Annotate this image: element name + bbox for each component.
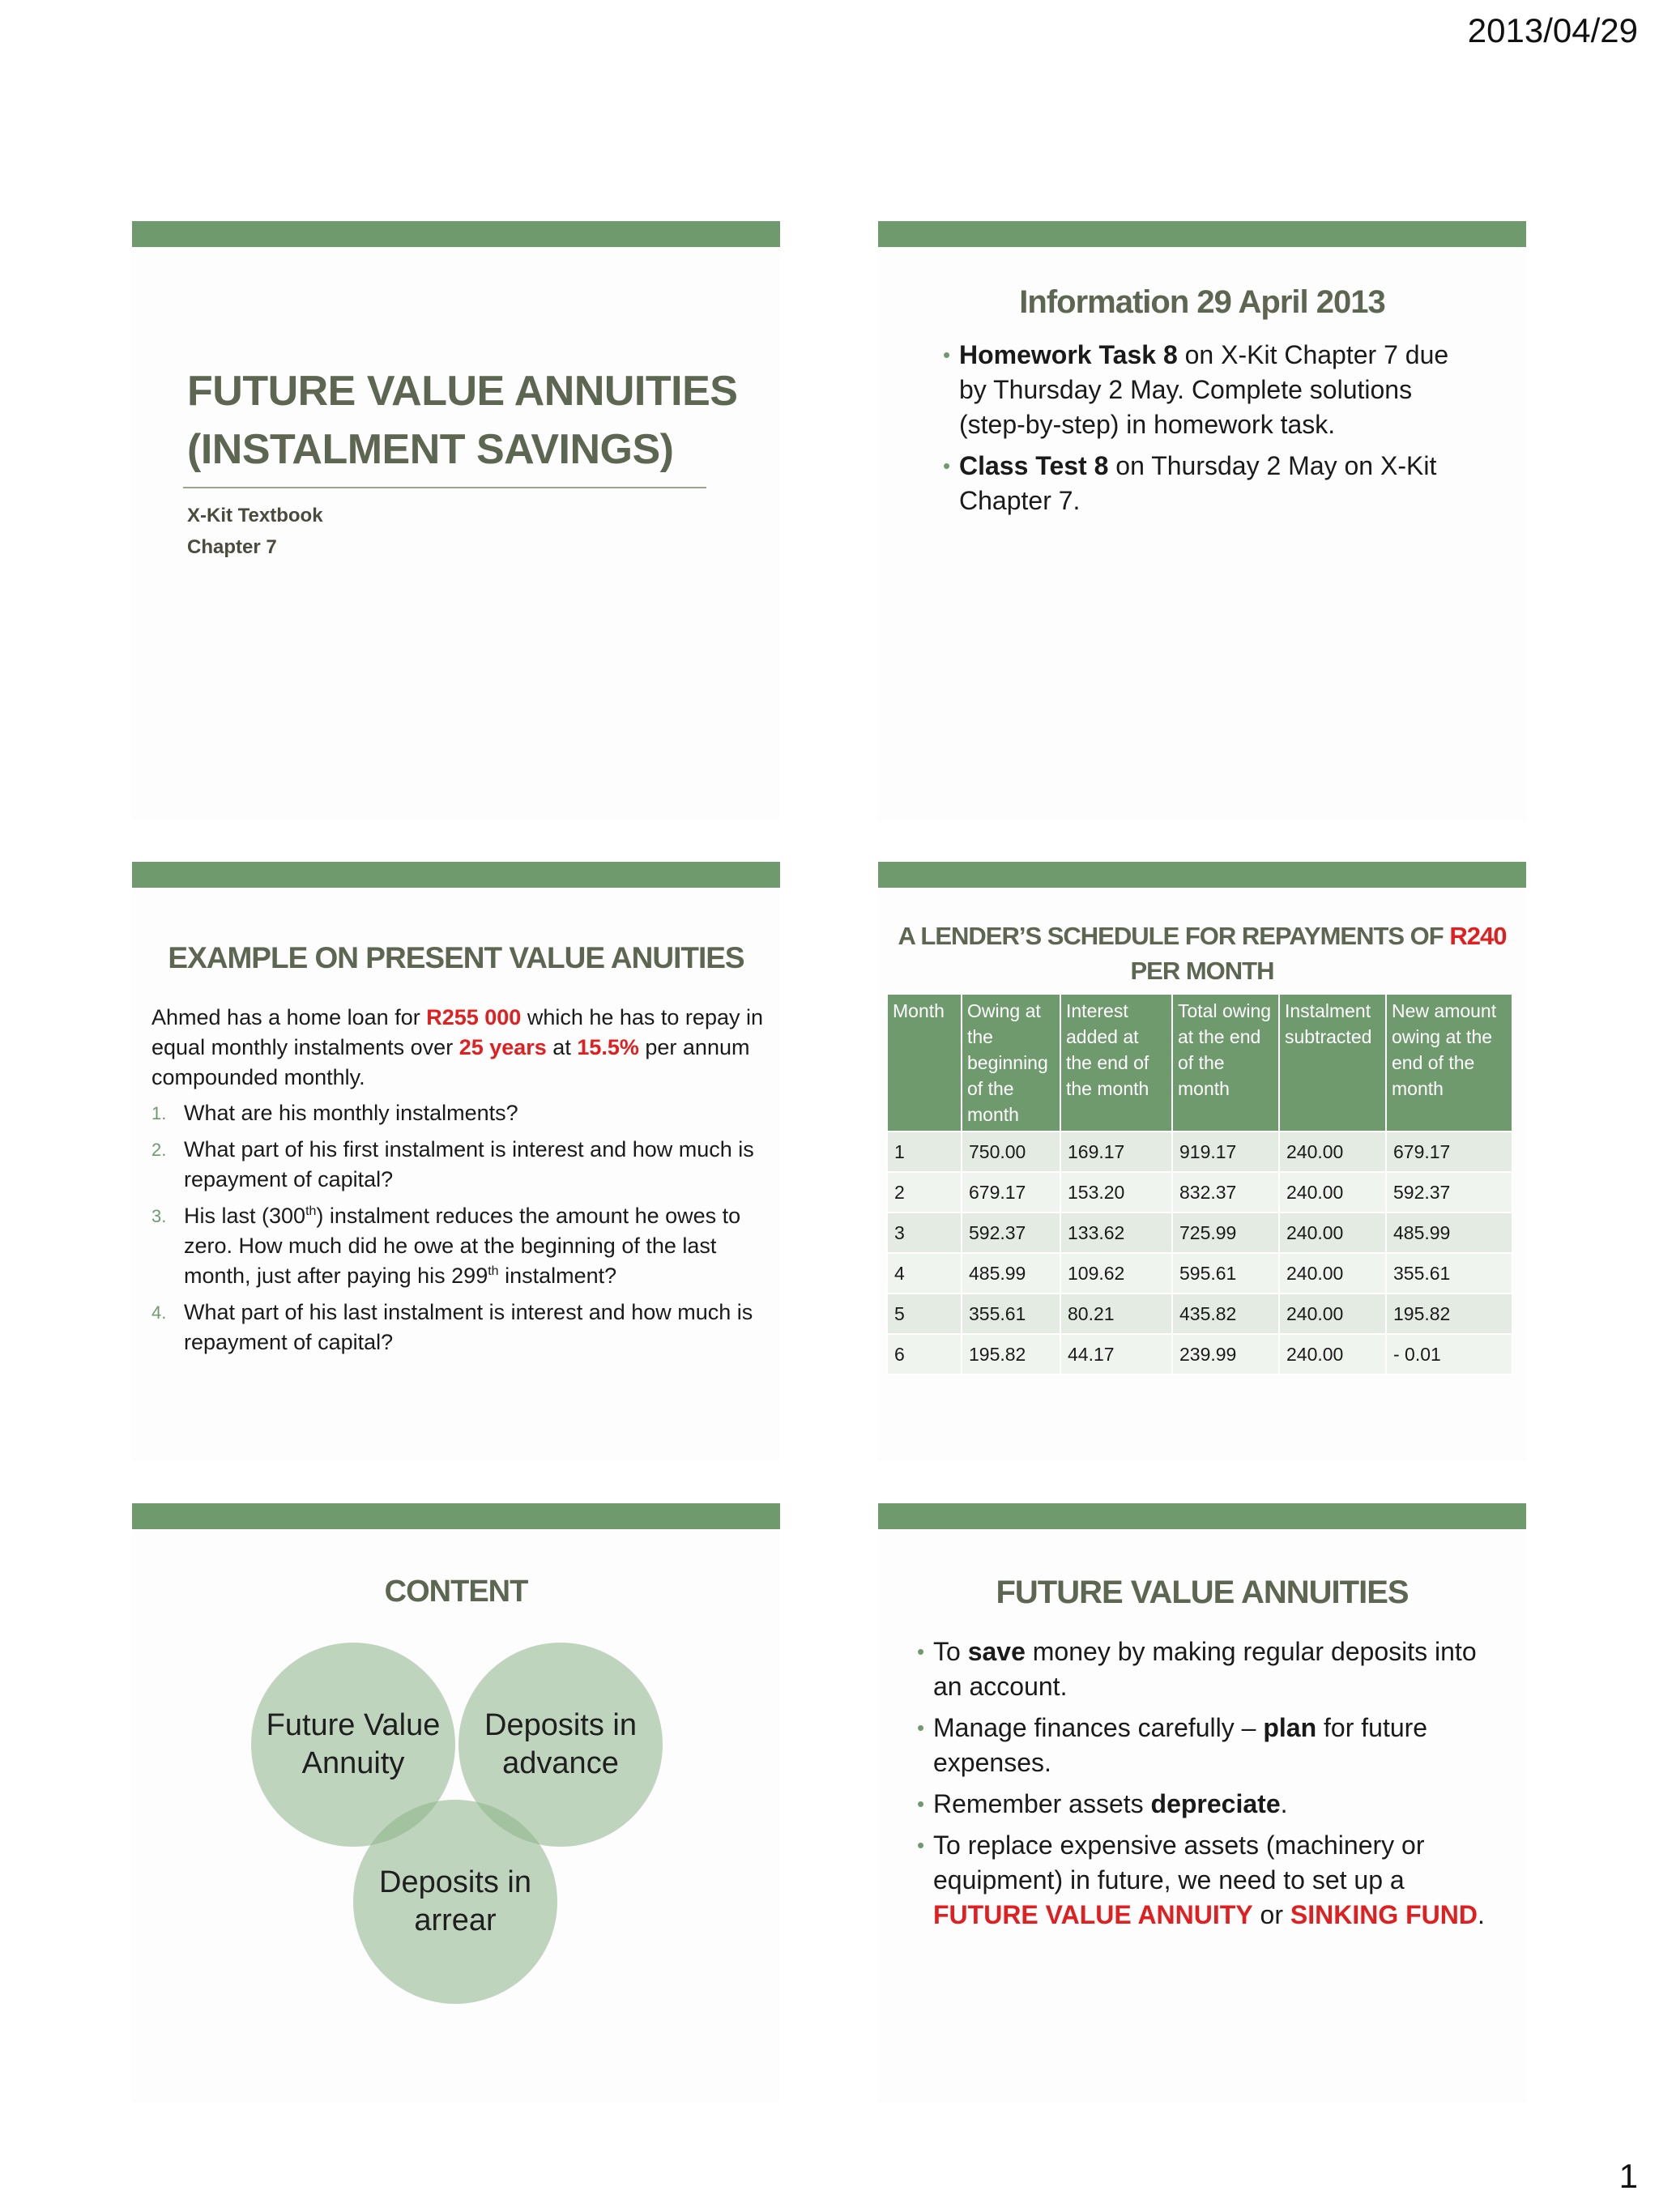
table-cell: 3	[887, 1213, 962, 1253]
question-item: 2. What part of his first instalment is interest and how much is repayment of capital?	[151, 1137, 754, 1191]
column-header: Month	[887, 994, 962, 1132]
table-cell: 169.17	[1060, 1132, 1172, 1172]
table-cell: 44.17	[1060, 1334, 1172, 1375]
table-cell: 592.37	[1386, 1172, 1512, 1213]
slide-subtitle: X-Kit Textbook Chapter 7	[187, 505, 323, 558]
table-cell: 355.61	[1386, 1253, 1512, 1294]
slide-heading: CONTENT	[384, 1575, 528, 1609]
table-cell: 485.99	[962, 1253, 1060, 1294]
table-cell: 240.00	[1279, 1334, 1386, 1375]
table-cell: 109.62	[1060, 1253, 1172, 1294]
slide-5	[132, 1503, 780, 2103]
venn-circle-future-value-annuity: Future Value Annuity	[251, 1643, 455, 1847]
slide-title: FUTURE VALUE ANNUITIES (INSTALMENT SAVINGS)	[187, 368, 738, 473]
slide-body	[878, 247, 1526, 820]
question-item: 1. What are his monthly instalments?	[151, 1101, 518, 1125]
page-date: 2013/04/29	[1467, 11, 1638, 49]
table-row	[887, 1132, 1512, 1172]
table-row	[887, 1253, 1512, 1294]
slide-heading: A LENDER’S SCHEDULE FOR REPAYMENTS OF R240 PER MONTH	[898, 922, 1507, 985]
table-cell: 1	[887, 1132, 962, 1172]
bullet-item: • Manage finances carefully – plan for future expenses.	[917, 1711, 1500, 1780]
bullet-list	[943, 338, 1478, 525]
venn-diagram	[132, 1643, 780, 2031]
table-cell: 153.20	[1060, 1172, 1172, 1213]
column-header: Instalment subtracted	[1279, 994, 1386, 1132]
question-list	[151, 1098, 767, 1364]
bullet-class-test: • Class Test 8 on Thursday 2 May on X-Kit Chapter 7.	[943, 449, 1478, 518]
bullet-item: • To replace expensive assets (machinery or equipment) in future, we need to set up a FUTURE VALUE ANNUITY or SINKING FUND.	[917, 1828, 1500, 1933]
table-cell: - 0.01	[1386, 1334, 1512, 1375]
slide-body	[878, 888, 1526, 1461]
slide-1	[132, 221, 780, 820]
bullet-item: • To save money by making regular deposits into an account.	[917, 1634, 1500, 1704]
table-cell: 485.99	[1386, 1213, 1512, 1253]
column-header: Total owing at the end of the month	[1172, 994, 1279, 1132]
slide-header-bar	[132, 862, 780, 888]
repayment-schedule-table	[886, 993, 1513, 1375]
table-cell: 679.17	[962, 1172, 1060, 1213]
slide-2	[878, 221, 1526, 820]
table-cell: 355.61	[962, 1294, 1060, 1334]
table-cell: 595.61	[1172, 1253, 1279, 1294]
bullet-list	[917, 1634, 1500, 1939]
table-cell: 592.37	[962, 1213, 1060, 1253]
slide-heading: Information 29 April 2013	[1019, 284, 1385, 320]
table-cell: 679.17	[1386, 1132, 1512, 1172]
table-cell: 2	[887, 1172, 962, 1213]
slide-3	[132, 862, 780, 1461]
table-cell: 4	[887, 1253, 962, 1294]
table-row	[887, 1172, 1512, 1213]
slide-header-bar	[878, 1503, 1526, 1529]
table-cell: 725.99	[1172, 1213, 1279, 1253]
table-row	[887, 1213, 1512, 1253]
table-cell: 240.00	[1279, 1132, 1386, 1172]
question-item: 3. His last (300th) instalment reduces the amount he owes to zero. How much did he owe at the beginning of the last month, just after paying his 299th instalment?	[151, 1204, 741, 1288]
table-cell: 239.99	[1172, 1334, 1279, 1375]
slide-body	[132, 1529, 780, 2103]
venn-circle-deposits-in-arrear: Deposits in arrear	[353, 1800, 557, 2004]
column-header: Interest added at the end of the month	[1060, 994, 1172, 1132]
slide-header-bar	[878, 862, 1526, 888]
title-divider	[183, 487, 706, 488]
page-number: 1	[1618, 2157, 1638, 2195]
slide-header-bar	[132, 1503, 780, 1529]
table-cell: 919.17	[1172, 1132, 1279, 1172]
table-header-row	[887, 994, 1512, 1132]
table-cell: 6	[887, 1334, 962, 1375]
table-cell: 240.00	[1279, 1294, 1386, 1334]
bullet-item: • Remember assets depreciate.	[917, 1787, 1500, 1822]
table-cell: 195.82	[962, 1334, 1060, 1375]
table-row	[887, 1334, 1512, 1375]
slide-4	[878, 862, 1526, 1461]
problem-statement: Ahmed has a home loan for R255 000 which he has to repay in equal monthly instalments over 25 years at 15.5% per annum compounded monthly.	[151, 1005, 763, 1089]
slide-body	[132, 888, 780, 1461]
table-cell: 240.00	[1279, 1253, 1386, 1294]
table-cell: 435.82	[1172, 1294, 1279, 1334]
slide-body	[132, 247, 780, 820]
table-row	[887, 1294, 1512, 1334]
venn-circle-deposits-in-advance: Deposits in advance	[458, 1643, 663, 1847]
question-item: 4. What part of his last instalment is interest and how much is repayment of capital?	[151, 1300, 753, 1354]
table-cell: 750.00	[962, 1132, 1060, 1172]
column-header: New amount owing at the end of the month	[1386, 994, 1512, 1132]
slide-header-bar	[132, 221, 780, 247]
slide-heading: EXAMPLE ON PRESENT VALUE ANUITIES	[168, 941, 744, 974]
table-cell: 240.00	[1279, 1172, 1386, 1213]
table-cell: 5	[887, 1294, 962, 1334]
slide-body	[878, 1529, 1526, 2103]
slide-6	[878, 1503, 1526, 2103]
table-cell: 240.00	[1279, 1213, 1386, 1253]
bullet-homework: • Homework Task 8 on X-Kit Chapter 7 due by Thursday 2 May. Complete solutions (step-by-step) in homework task.	[943, 338, 1478, 442]
column-header: Owing at the beginning of the month	[962, 994, 1060, 1132]
table-cell: 80.21	[1060, 1294, 1172, 1334]
table-cell: 832.37	[1172, 1172, 1279, 1213]
slide-heading: FUTURE VALUE ANNUITIES	[996, 1575, 1409, 1610]
slide-header-bar	[878, 221, 1526, 247]
table-cell: 133.62	[1060, 1213, 1172, 1253]
table-cell: 195.82	[1386, 1294, 1512, 1334]
